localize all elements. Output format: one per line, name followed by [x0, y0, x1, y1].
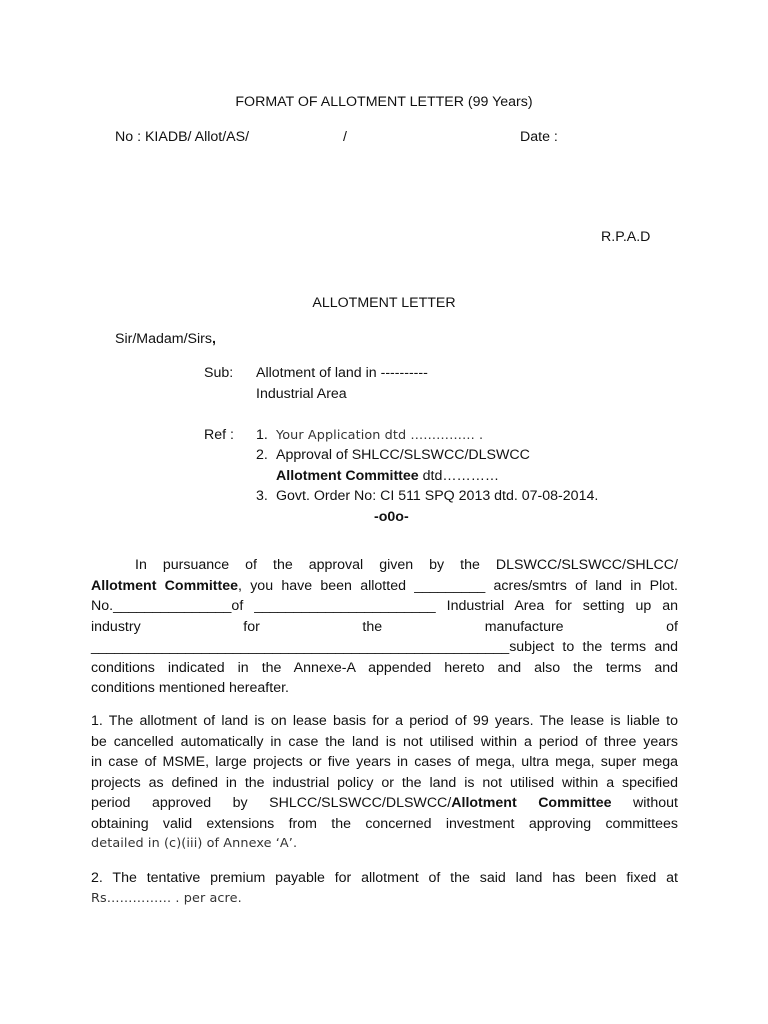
salutation-text: Sir/Madam/Sirs — [115, 331, 212, 347]
letter-title: ALLOTMENT LETTER — [312, 295, 456, 311]
subject-line-2: Industrial Area — [256, 386, 347, 402]
paragraph-line: 2. The tentative premium payable for allotment of the said land has been fixed at — [91, 870, 678, 886]
paragraph-line: be cancelled automatically in case the land is not utilised within a period of three years — [91, 733, 678, 750]
paragraph-line: detailed in (c)(iii) of Annexe ‘A’. — [91, 836, 298, 851]
subject-label: Sub: — [204, 365, 234, 381]
paragraph-lease-terms — [91, 711, 678, 855]
reference-item-number: 3. — [256, 488, 268, 504]
salutation-comma: , — [211, 331, 216, 347]
paragraph-line: In pursuance of the approval given by the DLSWCC/SLSWCC/SHLCC/ — [135, 557, 678, 573]
reference-item-text: Govt. Order No: CI 511 SPQ 2013 dtd. 07-08-2014. — [276, 488, 599, 504]
paragraph-line: projects as defined in the industrial policy or the land is not utilised within a specified — [91, 774, 678, 791]
letter-number-separator: / — [343, 129, 347, 145]
reference-item-number: 2. — [256, 447, 268, 463]
paragraph-allotment — [91, 555, 678, 699]
separator-mark: -o0o- — [374, 509, 409, 525]
paragraph-line: _____________________________________________________subject to the terms and — [91, 639, 678, 655]
paragraph-line: 1. The allotment of land is on lease basis for a period of 99 years. The lease is liable to — [91, 713, 678, 729]
paragraph-line: industry for the manufacture of — [91, 618, 678, 635]
paragraph-line: obtaining valid extensions from the concerned investment approving committees — [91, 815, 678, 832]
paragraph-line: in case of MSME, large projects or five years in cases of mega, ultra mega, super mega — [91, 754, 678, 770]
paragraph-premium — [91, 868, 678, 909]
reference-item-2 — [256, 445, 530, 466]
subject-line-1: Allotment of land in ---------- — [256, 365, 428, 381]
reference-date-text: dtd………… — [418, 468, 500, 484]
date-label: Date : — [520, 129, 558, 145]
document-heading: FORMAT OF ALLOTMENT LETTER (99 Years) — [235, 94, 533, 110]
reference-item-2-continuation — [276, 466, 499, 487]
paragraph-line: conditions indicated in the Annexe-A appended hereto and also the terms and — [91, 659, 678, 676]
paragraph-line: conditions mentioned hereafter. — [91, 680, 289, 696]
rpad-label: R.P.A.D — [601, 229, 651, 245]
salutation — [115, 329, 216, 350]
paragraph-line: Allotment Committee, you have been allotted _________ acres/smtrs of land in Plot. — [91, 577, 678, 594]
reference-item-number: 1. — [256, 427, 268, 443]
reference-label: Ref : — [204, 427, 234, 443]
reference-item-3 — [256, 486, 598, 507]
reference-item-text: Approval of SHLCC/SLSWCC/DLSWCC — [276, 447, 530, 463]
paragraph-line: period approved by SHLCC/SLSWCC/DLSWCC/Allotment Committee without — [91, 795, 678, 811]
letter-number-label: No : KIADB/ Allot/AS/ — [115, 129, 250, 145]
paragraph-line: No._______________of _______________________ Industrial Area for setting up an — [91, 598, 678, 614]
paragraph-line: Rs…………… . per acre. — [91, 890, 242, 906]
allotment-committee-text: Allotment Committee — [276, 468, 419, 484]
reference-item-1 — [256, 425, 483, 447]
reference-item-text: Your Application dtd …………… . — [276, 428, 484, 443]
